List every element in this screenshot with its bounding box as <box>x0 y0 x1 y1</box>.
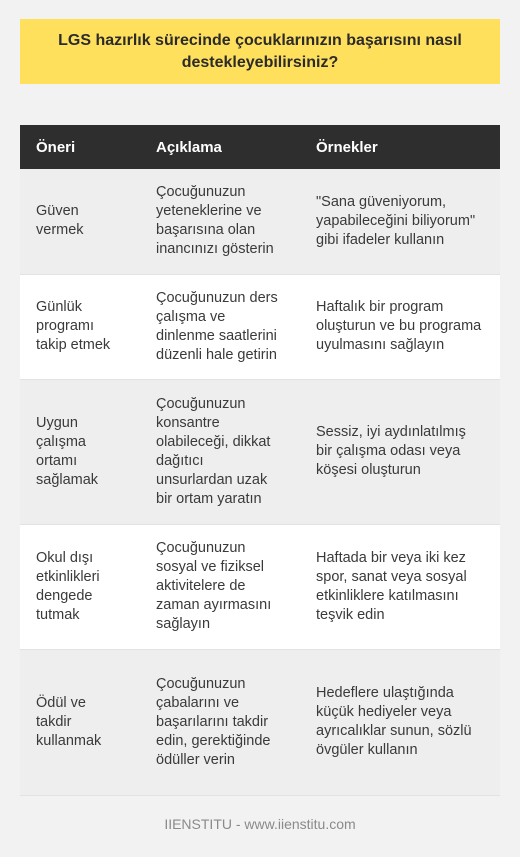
cell-aciklama: Çocuğunuzun yeteneklerine ve başarısına olan inancınızı gösterin <box>140 169 300 274</box>
cell-oneri: Günlük programı takip etmek <box>20 274 140 379</box>
footer-credit: IIENSTITU - www.iienstitu.com <box>164 816 356 832</box>
cell-ornekler: "Sana güveniyorum, yapabileceğini biliyorum" gibi ifadeler kullanın <box>300 169 500 274</box>
table-row <box>20 274 500 379</box>
cell-aciklama: Çocuğunuzun sosyal ve fiziksel aktivitelere de zaman ayırmasını sağlayın <box>140 524 300 649</box>
header-ornekler: Örnekler <box>300 125 500 169</box>
cell-aciklama: Çocuğunuzun konsantre olabileceği, dikkat dağıtıcı unsurlardan uzak bir ortam yaratın <box>140 379 300 524</box>
header-oneri: Öneri <box>20 125 140 169</box>
cell-oneri: Güven vermek <box>20 169 140 274</box>
cell-oneri: Ödül ve takdir kullanmak <box>20 649 140 795</box>
table-row <box>20 169 500 274</box>
table-row <box>20 649 500 795</box>
tips-table <box>20 125 500 796</box>
cell-oneri: Uygun çalışma ortamı sağlamak <box>20 379 140 524</box>
table-row <box>20 379 500 524</box>
cell-ornekler: Haftada bir veya iki kez spor, sanat veya sosyal etkinliklere katılmasını teşvik edin <box>300 524 500 649</box>
cell-ornekler: Haftalık bir program oluşturun ve bu programa uyulmasını sağlayın <box>300 274 500 379</box>
page-title: LGS hazırlık sürecinde çocuklarınızın başarısını nasıl destekleyebilirsiniz? <box>58 31 462 71</box>
cell-aciklama: Çocuğunuzun ders çalışma ve dinlenme saatlerini düzenli hale getirin <box>140 274 300 379</box>
title-banner <box>20 19 500 84</box>
header-aciklama: Açıklama <box>140 125 300 169</box>
cell-oneri: Okul dışı etkinlikleri dengede tutmak <box>20 524 140 649</box>
cell-aciklama: Çocuğunuzun çabalarını ve başarılarını takdir edin, gerektiğinde ödüller verin <box>140 649 300 795</box>
cell-ornekler: Hedeflere ulaştığında küçük hediyeler veya ayrıcalıklar sunun, sözlü övgüler kullanın <box>300 649 500 795</box>
table-row <box>20 524 500 649</box>
table-header-row <box>20 125 500 169</box>
cell-ornekler: Sessiz, iyi aydınlatılmış bir çalışma odası veya köşesi oluşturun <box>300 379 500 524</box>
